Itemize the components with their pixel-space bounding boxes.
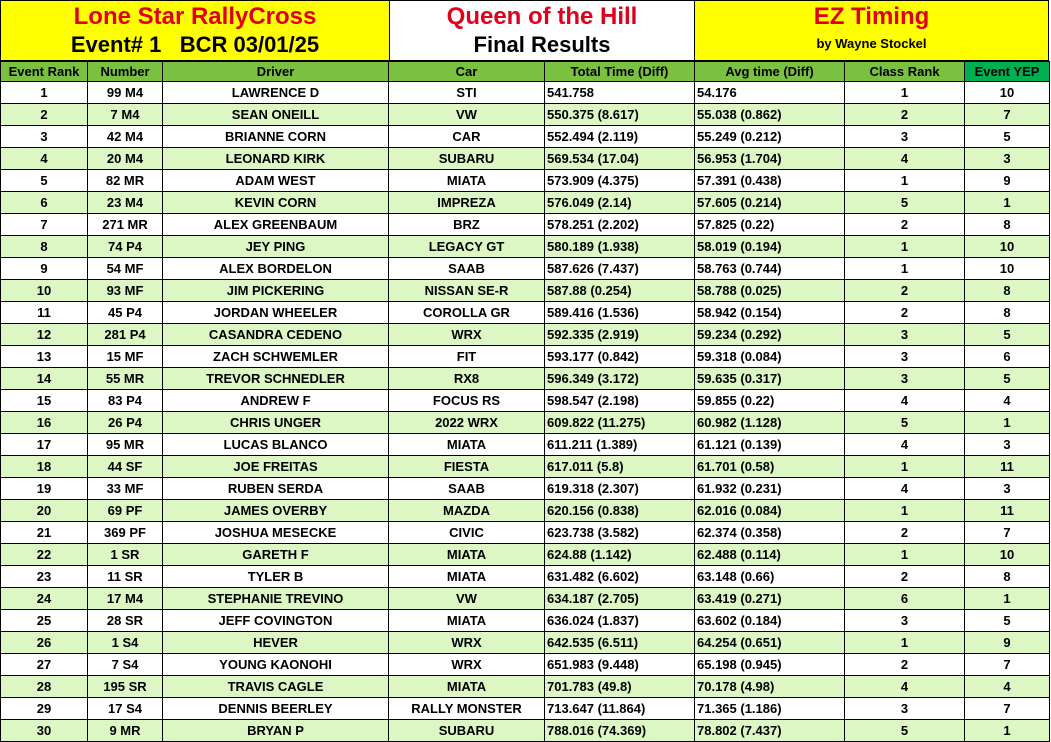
event-rank-cell: 7 — [1, 214, 88, 236]
column-header-number: Number — [88, 62, 163, 82]
driver-cell: LUCAS BLANCO — [163, 434, 389, 456]
avg-time-cell: 63.602 (0.184) — [695, 610, 845, 632]
class-rank-cell: 6 — [845, 588, 965, 610]
car-cell: MIATA — [389, 170, 545, 192]
table-row — [1, 148, 1050, 170]
avg-time-cell: 56.953 (1.704) — [695, 148, 845, 170]
driver-cell: ALEX GREENBAUM — [163, 214, 389, 236]
event-rank-cell: 2 — [1, 104, 88, 126]
table-row — [1, 588, 1050, 610]
class-rank-cell: 3 — [845, 368, 965, 390]
total-time-cell: 619.318 (2.307) — [545, 478, 695, 500]
avg-time-cell: 57.825 (0.22) — [695, 214, 845, 236]
results-subtitle: Final Results — [473, 32, 611, 57]
total-time-cell: 634.187 (2.705) — [545, 588, 695, 610]
event-yep-cell: 4 — [965, 390, 1050, 412]
event-rank-cell: 27 — [1, 654, 88, 676]
car-cell: MIATA — [389, 676, 545, 698]
event-yep-cell: 3 — [965, 478, 1050, 500]
total-time-cell: 598.547 (2.198) — [545, 390, 695, 412]
class-rank-cell: 2 — [845, 104, 965, 126]
class-rank-cell: 1 — [845, 544, 965, 566]
avg-time-cell: 59.234 (0.292) — [695, 324, 845, 346]
event-yep-cell: 1 — [965, 720, 1050, 742]
avg-time-cell: 65.198 (0.945) — [695, 654, 845, 676]
number-cell: 54 MF — [88, 258, 163, 280]
number-cell: 55 MR — [88, 368, 163, 390]
event-rank-cell: 30 — [1, 720, 88, 742]
table-row — [1, 324, 1050, 346]
driver-cell: CASANDRA CEDENO — [163, 324, 389, 346]
total-time-cell: 596.349 (3.172) — [545, 368, 695, 390]
event-rank-cell: 23 — [1, 566, 88, 588]
number-cell: 82 MR — [88, 170, 163, 192]
avg-time-cell: 59.635 (0.317) — [695, 368, 845, 390]
driver-cell: JEFF COVINGTON — [163, 610, 389, 632]
car-cell: STI — [389, 82, 545, 104]
event-yep-cell: 7 — [965, 654, 1050, 676]
table-row — [1, 544, 1050, 566]
class-rank-cell: 4 — [845, 148, 965, 170]
table-row — [1, 170, 1050, 192]
avg-time-cell: 55.038 (0.862) — [695, 104, 845, 126]
event-yep-cell: 11 — [965, 500, 1050, 522]
event-yep-cell: 11 — [965, 456, 1050, 478]
avg-time-cell: 55.249 (0.212) — [695, 126, 845, 148]
table-row — [1, 346, 1050, 368]
driver-cell: LAWRENCE D — [163, 82, 389, 104]
column-header-avg-time: Avg time (Diff) — [695, 62, 845, 82]
event-yep-cell: 5 — [965, 126, 1050, 148]
table-row — [1, 258, 1050, 280]
event-yep-cell: 6 — [965, 346, 1050, 368]
event-yep-cell: 1 — [965, 192, 1050, 214]
number-cell: 69 PF — [88, 500, 163, 522]
event-rank-cell: 29 — [1, 698, 88, 720]
car-cell: COROLLA GR — [389, 302, 545, 324]
car-cell: IMPREZA — [389, 192, 545, 214]
column-header-car: Car — [389, 62, 545, 82]
column-header-class-rank: Class Rank — [845, 62, 965, 82]
class-rank-cell: 5 — [845, 192, 965, 214]
class-rank-cell: 1 — [845, 456, 965, 478]
car-cell: SAAB — [389, 478, 545, 500]
number-cell: 20 M4 — [88, 148, 163, 170]
event-yep-cell: 5 — [965, 610, 1050, 632]
avg-time-cell: 63.419 (0.271) — [695, 588, 845, 610]
driver-cell: ANDREW F — [163, 390, 389, 412]
car-cell: RALLY MONSTER — [389, 698, 545, 720]
number-cell: 369 PF — [88, 522, 163, 544]
class-rank-cell: 4 — [845, 434, 965, 456]
event-yep-cell: 10 — [965, 82, 1050, 104]
car-cell: MAZDA — [389, 500, 545, 522]
number-cell: 45 P4 — [88, 302, 163, 324]
class-rank-cell: 4 — [845, 390, 965, 412]
total-time-cell: 624.88 (1.142) — [545, 544, 695, 566]
number-cell: 1 SR — [88, 544, 163, 566]
driver-cell: KEVIN CORN — [163, 192, 389, 214]
driver-cell: ZACH SCHWEMLER — [163, 346, 389, 368]
table-row — [1, 632, 1050, 654]
driver-cell: SEAN ONEILL — [163, 104, 389, 126]
number-cell: 17 M4 — [88, 588, 163, 610]
event-rank-cell: 4 — [1, 148, 88, 170]
class-rank-cell: 3 — [845, 698, 965, 720]
table-row — [1, 302, 1050, 324]
class-rank-cell: 1 — [845, 82, 965, 104]
class-rank-cell: 1 — [845, 258, 965, 280]
number-cell: 7 M4 — [88, 104, 163, 126]
avg-time-cell: 59.318 (0.084) — [695, 346, 845, 368]
car-cell: MIATA — [389, 544, 545, 566]
car-cell: SAAB — [389, 258, 545, 280]
event-yep-cell: 3 — [965, 434, 1050, 456]
avg-time-cell: 58.788 (0.025) — [695, 280, 845, 302]
car-cell: BRZ — [389, 214, 545, 236]
class-rank-cell: 4 — [845, 676, 965, 698]
table-row — [1, 720, 1050, 742]
number-cell: 26 P4 — [88, 412, 163, 434]
event-yep-cell: 7 — [965, 104, 1050, 126]
avg-time-cell: 58.763 (0.744) — [695, 258, 845, 280]
car-cell: CIVIC — [389, 522, 545, 544]
number-cell: 7 S4 — [88, 654, 163, 676]
avg-time-cell: 60.982 (1.128) — [695, 412, 845, 434]
number-cell: 33 MF — [88, 478, 163, 500]
number-cell: 99 M4 — [88, 82, 163, 104]
event-rank-cell: 10 — [1, 280, 88, 302]
event-rank-cell: 6 — [1, 192, 88, 214]
event-yep-cell: 8 — [965, 566, 1050, 588]
total-time-cell: 609.822 (11.275) — [545, 412, 695, 434]
avg-time-cell: 62.488 (0.114) — [695, 544, 845, 566]
table-row — [1, 698, 1050, 720]
class-rank-cell: 2 — [845, 654, 965, 676]
avg-time-cell: 63.148 (0.66) — [695, 566, 845, 588]
event-rank-cell: 3 — [1, 126, 88, 148]
avg-time-cell: 61.701 (0.58) — [695, 456, 845, 478]
class-rank-cell: 2 — [845, 302, 965, 324]
total-time-cell: 713.647 (11.864) — [545, 698, 695, 720]
total-time-cell: 623.738 (3.582) — [545, 522, 695, 544]
table-row — [1, 610, 1050, 632]
driver-cell: JEY PING — [163, 236, 389, 258]
results-body — [1, 82, 1050, 742]
class-rank-cell: 2 — [845, 280, 965, 302]
number-cell: 74 P4 — [88, 236, 163, 258]
car-cell: WRX — [389, 654, 545, 676]
event-rank-cell: 11 — [1, 302, 88, 324]
event-yep-cell: 8 — [965, 280, 1050, 302]
event-yep-cell: 7 — [965, 698, 1050, 720]
number-cell: 95 MR — [88, 434, 163, 456]
total-time-cell: 593.177 (0.842) — [545, 346, 695, 368]
class-rank-cell: 3 — [845, 346, 965, 368]
event-yep-cell: 10 — [965, 258, 1050, 280]
driver-cell: GARETH F — [163, 544, 389, 566]
driver-cell: YOUNG KAONOHI — [163, 654, 389, 676]
total-time-cell: 636.024 (1.837) — [545, 610, 695, 632]
number-cell: 42 M4 — [88, 126, 163, 148]
table-row — [1, 456, 1050, 478]
table-row — [1, 434, 1050, 456]
event-yep-cell: 10 — [965, 544, 1050, 566]
number-cell: 28 SR — [88, 610, 163, 632]
car-cell: RX8 — [389, 368, 545, 390]
event-info-block — [1, 1, 390, 60]
total-time-cell: 573.909 (4.375) — [545, 170, 695, 192]
total-time-cell: 592.335 (2.919) — [545, 324, 695, 346]
event-yep-cell: 7 — [965, 522, 1050, 544]
class-rank-cell: 5 — [845, 412, 965, 434]
column-header-total-time: Total Time (Diff) — [545, 62, 695, 82]
car-cell: FOCUS RS — [389, 390, 545, 412]
class-rank-cell: 4 — [845, 478, 965, 500]
driver-cell: CHRIS UNGER — [163, 412, 389, 434]
event-rank-cell: 12 — [1, 324, 88, 346]
event-rank-cell: 9 — [1, 258, 88, 280]
car-cell: VW — [389, 588, 545, 610]
total-time-cell: 587.88 (0.254) — [545, 280, 695, 302]
car-cell: LEGACY GT — [389, 236, 545, 258]
driver-cell: HEVER — [163, 632, 389, 654]
number-cell: 271 MR — [88, 214, 163, 236]
driver-cell: ALEX BORDELON — [163, 258, 389, 280]
total-time-cell: 550.375 (8.617) — [545, 104, 695, 126]
avg-time-cell: 57.605 (0.214) — [695, 192, 845, 214]
total-time-cell: 788.016 (74.369) — [545, 720, 695, 742]
total-time-cell: 552.494 (2.119) — [545, 126, 695, 148]
car-cell: WRX — [389, 632, 545, 654]
car-cell: NISSAN SE-R — [389, 280, 545, 302]
driver-cell: DENNIS BEERLEY — [163, 698, 389, 720]
total-time-cell: 651.983 (9.448) — [545, 654, 695, 676]
total-time-cell: 580.189 (1.938) — [545, 236, 695, 258]
table-row — [1, 676, 1050, 698]
avg-time-cell: 59.855 (0.22) — [695, 390, 845, 412]
total-time-cell: 541.758 — [545, 82, 695, 104]
class-rank-cell: 3 — [845, 610, 965, 632]
class-rank-cell: 2 — [845, 214, 965, 236]
event-yep-cell: 8 — [965, 214, 1050, 236]
driver-cell: BRIANNE CORN — [163, 126, 389, 148]
avg-time-cell: 58.019 (0.194) — [695, 236, 845, 258]
total-time-cell: 569.534 (17.04) — [545, 148, 695, 170]
class-rank-cell: 1 — [845, 236, 965, 258]
number-cell: 44 SF — [88, 456, 163, 478]
event-rank-cell: 8 — [1, 236, 88, 258]
event-yep-cell: 1 — [965, 588, 1050, 610]
number-cell: 195 SR — [88, 676, 163, 698]
table-row — [1, 390, 1050, 412]
avg-time-cell: 61.932 (0.231) — [695, 478, 845, 500]
avg-time-cell: 54.176 — [695, 82, 845, 104]
event-rank-cell: 28 — [1, 676, 88, 698]
header-row — [1, 62, 1050, 82]
total-time-cell: 589.416 (1.536) — [545, 302, 695, 324]
total-time-cell: 631.482 (6.602) — [545, 566, 695, 588]
driver-cell: JAMES OVERBY — [163, 500, 389, 522]
car-cell: SUBARU — [389, 720, 545, 742]
event-rank-cell: 13 — [1, 346, 88, 368]
number-cell: 281 P4 — [88, 324, 163, 346]
number-cell: 11 SR — [88, 566, 163, 588]
number-cell: 83 P4 — [88, 390, 163, 412]
event-rank-cell: 26 — [1, 632, 88, 654]
class-rank-cell: 3 — [845, 324, 965, 346]
class-rank-cell: 5 — [845, 720, 965, 742]
table-row — [1, 126, 1050, 148]
event-yep-cell: 10 — [965, 236, 1050, 258]
total-time-cell: 587.626 (7.437) — [545, 258, 695, 280]
event-rank-cell: 20 — [1, 500, 88, 522]
driver-cell: TYLER B — [163, 566, 389, 588]
avg-time-cell: 57.391 (0.438) — [695, 170, 845, 192]
driver-cell: BRYAN P — [163, 720, 389, 742]
column-header-driver: Driver — [163, 62, 389, 82]
timing-block — [695, 1, 1048, 60]
number-cell: 17 S4 — [88, 698, 163, 720]
event-rank-cell: 16 — [1, 412, 88, 434]
table-row — [1, 654, 1050, 676]
table-row — [1, 104, 1050, 126]
driver-cell: JOE FREITAS — [163, 456, 389, 478]
total-time-cell: 642.535 (6.511) — [545, 632, 695, 654]
car-cell: FIESTA — [389, 456, 545, 478]
event-yep-cell: 1 — [965, 412, 1050, 434]
car-cell: MIATA — [389, 434, 545, 456]
timing-author: by Wayne Stockel — [816, 36, 927, 51]
car-cell: CAR — [389, 126, 545, 148]
driver-cell: ADAM WEST — [163, 170, 389, 192]
event-rank-cell: 25 — [1, 610, 88, 632]
driver-cell: STEPHANIE TREVINO — [163, 588, 389, 610]
event-rank-cell: 17 — [1, 434, 88, 456]
event-yep-cell: 3 — [965, 148, 1050, 170]
driver-cell: JORDAN WHEELER — [163, 302, 389, 324]
club-title: Lone Star RallyCross — [73, 3, 317, 30]
event-yep-cell: 9 — [965, 632, 1050, 654]
class-rank-cell: 1 — [845, 500, 965, 522]
car-cell: MIATA — [389, 610, 545, 632]
table-row — [1, 522, 1050, 544]
driver-cell: TREVOR SCHNEDLER — [163, 368, 389, 390]
class-rank-cell: 2 — [845, 566, 965, 588]
driver-cell: RUBEN SERDA — [163, 478, 389, 500]
number-cell: 1 S4 — [88, 632, 163, 654]
event-rank-cell: 22 — [1, 544, 88, 566]
avg-time-cell: 64.254 (0.651) — [695, 632, 845, 654]
class-rank-cell: 1 — [845, 632, 965, 654]
event-rank-cell: 19 — [1, 478, 88, 500]
column-header-event-rank: Event Rank — [1, 62, 88, 82]
car-cell: WRX — [389, 324, 545, 346]
table-row — [1, 236, 1050, 258]
column-header-event-yep: Event YEP — [965, 62, 1050, 82]
car-cell: FIT — [389, 346, 545, 368]
competition-title: Queen of the Hill — [446, 3, 638, 30]
results-title-block — [390, 1, 695, 60]
number-cell: 15 MF — [88, 346, 163, 368]
number-cell: 93 MF — [88, 280, 163, 302]
total-time-cell: 620.156 (0.838) — [545, 500, 695, 522]
event-rank-cell: 15 — [1, 390, 88, 412]
table-row — [1, 478, 1050, 500]
event-rank-cell: 24 — [1, 588, 88, 610]
number-cell: 23 M4 — [88, 192, 163, 214]
event-subtitle: Event# 1 BCR 03/01/25 — [70, 32, 320, 57]
car-cell: 2022 WRX — [389, 412, 545, 434]
class-rank-cell: 2 — [845, 522, 965, 544]
timing-title: EZ Timing — [813, 3, 930, 30]
table-row — [1, 500, 1050, 522]
avg-time-cell: 61.121 (0.139) — [695, 434, 845, 456]
results-table — [0, 61, 1050, 742]
total-time-cell: 701.783 (49.8) — [545, 676, 695, 698]
event-yep-cell: 5 — [965, 324, 1050, 346]
event-yep-cell: 4 — [965, 676, 1050, 698]
driver-cell: JIM PICKERING — [163, 280, 389, 302]
total-time-cell: 578.251 (2.202) — [545, 214, 695, 236]
driver-cell: TRAVIS CAGLE — [163, 676, 389, 698]
car-cell: VW — [389, 104, 545, 126]
car-cell: SUBARU — [389, 148, 545, 170]
table-row — [1, 214, 1050, 236]
avg-time-cell: 62.374 (0.358) — [695, 522, 845, 544]
avg-time-cell: 70.178 (4.98) — [695, 676, 845, 698]
car-cell: MIATA — [389, 566, 545, 588]
table-row — [1, 82, 1050, 104]
table-row — [1, 368, 1050, 390]
driver-cell: JOSHUA MESECKE — [163, 522, 389, 544]
event-yep-cell: 8 — [965, 302, 1050, 324]
event-rank-cell: 1 — [1, 82, 88, 104]
event-yep-cell: 5 — [965, 368, 1050, 390]
avg-time-cell: 71.365 (1.186) — [695, 698, 845, 720]
avg-time-cell: 78.802 (7.437) — [695, 720, 845, 742]
class-rank-cell: 1 — [845, 170, 965, 192]
table-row — [1, 280, 1050, 302]
driver-cell: LEONARD KIRK — [163, 148, 389, 170]
event-rank-cell: 21 — [1, 522, 88, 544]
class-rank-cell: 3 — [845, 126, 965, 148]
event-rank-cell: 18 — [1, 456, 88, 478]
table-row — [1, 566, 1050, 588]
avg-time-cell: 62.016 (0.084) — [695, 500, 845, 522]
table-row — [1, 192, 1050, 214]
event-yep-cell: 9 — [965, 170, 1050, 192]
event-rank-cell: 14 — [1, 368, 88, 390]
table-row — [1, 412, 1050, 434]
total-time-cell: 617.011 (5.8) — [545, 456, 695, 478]
total-time-cell: 576.049 (2.14) — [545, 192, 695, 214]
event-rank-cell: 5 — [1, 170, 88, 192]
total-time-cell: 611.211 (1.389) — [545, 434, 695, 456]
avg-time-cell: 58.942 (0.154) — [695, 302, 845, 324]
number-cell: 9 MR — [88, 720, 163, 742]
sheet-header — [0, 0, 1049, 61]
